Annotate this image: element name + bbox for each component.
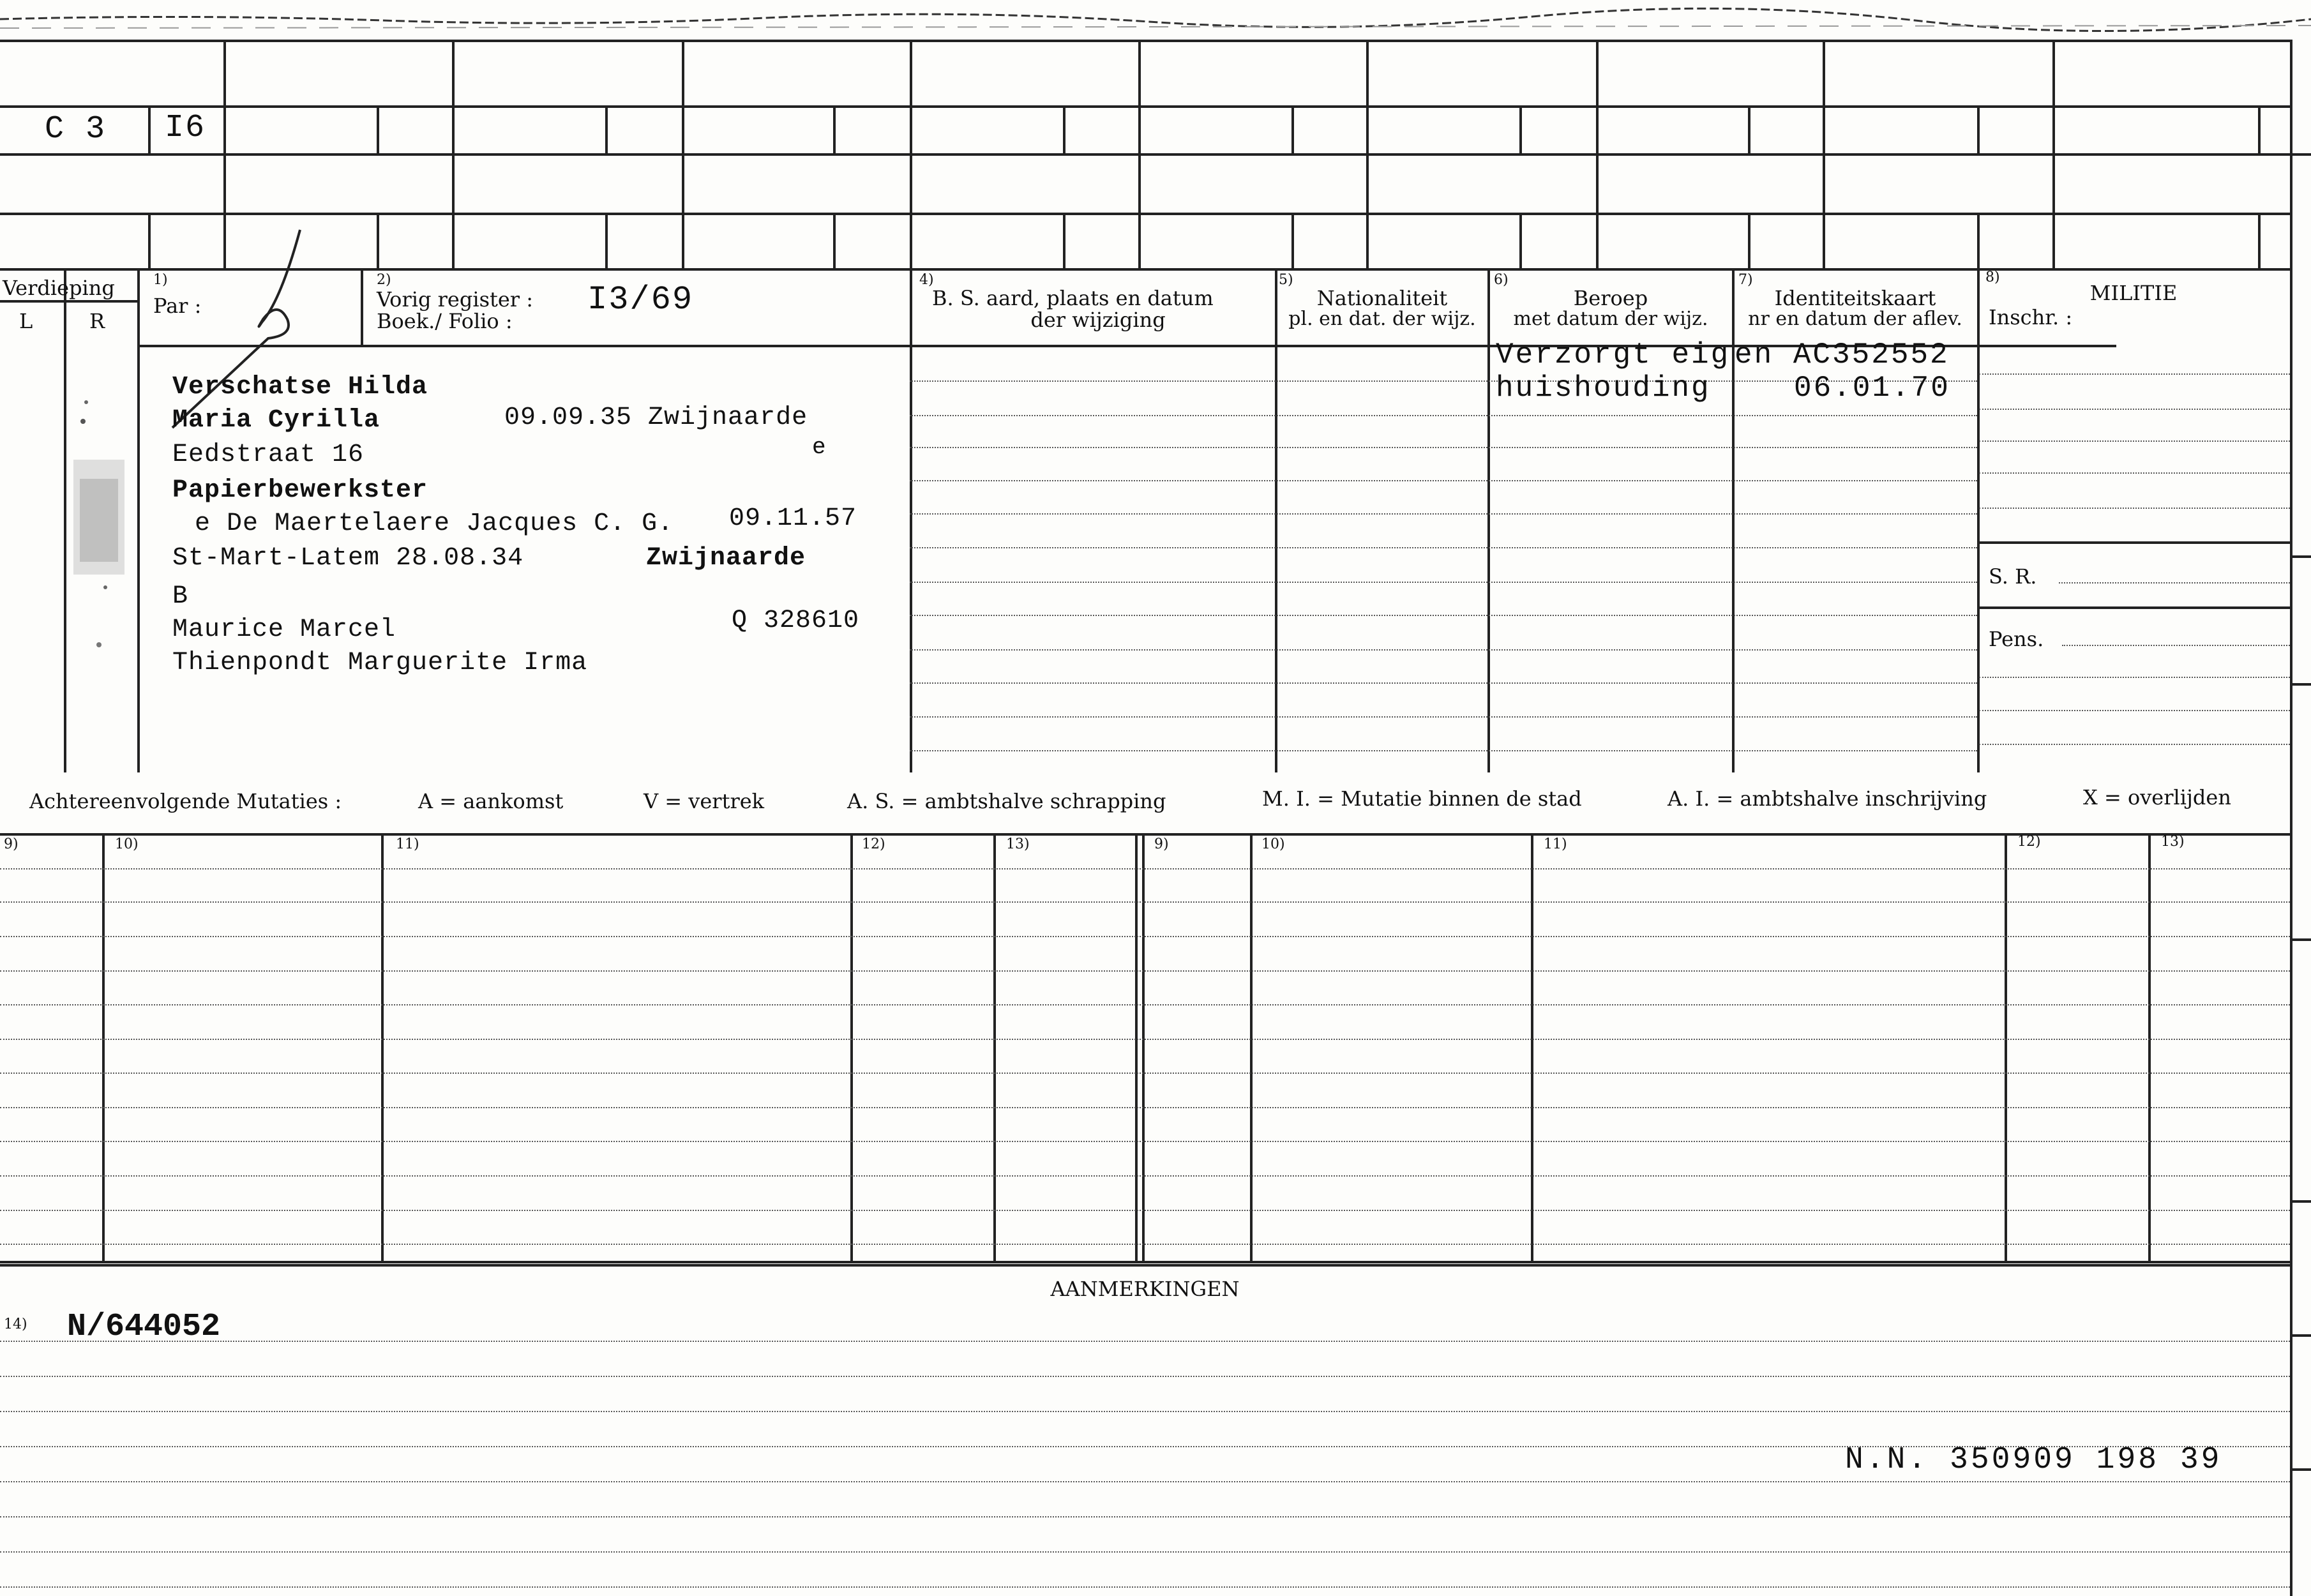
field-2-number: 2) bbox=[377, 272, 391, 288]
handwritten-diagonal-mark bbox=[166, 223, 358, 434]
bs-label-line2: der wijziging bbox=[1030, 308, 1166, 332]
mutation-col-10-left: 10) bbox=[115, 836, 139, 852]
identiteitskaart-line1: Identiteitskaart bbox=[1774, 286, 1936, 310]
beroep-line1: Beroep bbox=[1573, 286, 1648, 310]
mutation-col-12-left: 12) bbox=[862, 836, 885, 852]
field-6-number: 6) bbox=[1494, 272, 1509, 288]
field-14-number: 14) bbox=[4, 1316, 27, 1332]
nationaliteit-line2: pl. en dat. der wijz. bbox=[1288, 308, 1476, 330]
identiteitskaart-value-1: en AC352552 bbox=[1735, 338, 1950, 372]
verdieping-label: Verdieping bbox=[3, 276, 115, 300]
field-1-number: 1) bbox=[153, 272, 168, 288]
vorig-register-label: Vorig register : bbox=[377, 287, 534, 312]
field-8-number: 8) bbox=[1985, 269, 2000, 285]
person-line-3-e: e bbox=[812, 434, 827, 460]
mutation-col-12-right: 12) bbox=[2017, 834, 2041, 850]
aanmerkingen-reference: N/644052 bbox=[67, 1309, 221, 1345]
mutatie-a: A = aankomst bbox=[418, 789, 564, 813]
vorig-register-value: I3/69 bbox=[587, 281, 694, 319]
field-7-number: 7) bbox=[1738, 272, 1753, 288]
card-number: I6 bbox=[165, 110, 206, 146]
stamp-smudge bbox=[67, 383, 137, 664]
field-5-number: 5) bbox=[1279, 272, 1293, 288]
beroep-value-1: Verzorgt eig bbox=[1496, 338, 1731, 372]
pens-label: Pens. bbox=[1989, 627, 2044, 651]
militie-label: MILITIE bbox=[2089, 281, 2178, 305]
mutatie-ai: A. I. = ambtshalve inschrijving bbox=[1667, 787, 1987, 811]
national-number: N.N. 350909 198 39 bbox=[1845, 1443, 2222, 1477]
verdieping-r-label: R bbox=[89, 309, 105, 333]
person-line-2-name: Maria Cyrilla bbox=[172, 406, 380, 435]
mutatie-as: A. S. = ambtshalve schrapping bbox=[847, 789, 1166, 813]
mutation-col-10-right: 10) bbox=[1261, 836, 1285, 852]
sr-label: S. R. bbox=[1989, 564, 2037, 589]
person-line-2-date: 09.09.35 Zwijnaarde bbox=[504, 403, 808, 432]
person-line-7: B bbox=[172, 582, 189, 611]
person-line-3: Eedstraat 16 bbox=[172, 440, 365, 469]
inschr-label: Inschr. : bbox=[1989, 305, 2073, 329]
top-edge bbox=[0, 0, 2311, 38]
identiteitskaart-line2: nr en datum der aflev. bbox=[1748, 308, 1962, 330]
mutation-col-9-left: 9) bbox=[4, 836, 19, 852]
aanmerkingen-title: AANMERKINGEN bbox=[1050, 1277, 1240, 1301]
mutation-col-9-right: 9) bbox=[1154, 836, 1169, 852]
mutatie-mi: M. I. = Mutatie binnen de stad bbox=[1262, 787, 1582, 811]
person-line-6: St-Mart-Latem 28.08.34 bbox=[172, 544, 524, 573]
mutatie-x: X = overlijden bbox=[2083, 785, 2231, 809]
person-line-6-place: Zwijnaarde bbox=[646, 544, 806, 573]
par-label: Par : bbox=[153, 294, 202, 318]
mutation-col-13-left: 13) bbox=[1006, 836, 1030, 852]
mutatie-v: V = vertrek bbox=[644, 789, 765, 813]
boek-folio-label: Boek./ Folio : bbox=[377, 309, 513, 333]
mutaties-title: Achtereenvolgende Mutaties : bbox=[29, 789, 342, 813]
verdieping-l-label: L bbox=[19, 309, 33, 333]
person-line-5: e De Maertelaere Jacques C. G. bbox=[195, 509, 674, 538]
nationaliteit-line1: Nationaliteit bbox=[1316, 286, 1448, 310]
mutation-col-11-right: 11) bbox=[1544, 836, 1567, 852]
beroep-value-2: huishouding bbox=[1496, 372, 1711, 405]
person-line-9: Thienpondt Marguerite Irma bbox=[172, 649, 588, 677]
mutation-col-11-left: 11) bbox=[396, 836, 419, 852]
beroep-line2: met datum der wijz. bbox=[1513, 308, 1708, 330]
person-line-8-number: Q 328610 bbox=[732, 606, 860, 635]
bs-label-line1: B. S. aard, plaats en datum bbox=[932, 286, 1214, 310]
identiteitskaart-value-2: 06.01.70 bbox=[1794, 372, 1950, 405]
person-line-8: Maurice Marcel bbox=[172, 615, 396, 644]
section-code: C 3 bbox=[45, 111, 107, 147]
field-4-number: 4) bbox=[919, 272, 934, 288]
person-line-1: Verschatse Hilda bbox=[172, 373, 428, 402]
person-line-4: Papierbewerkster bbox=[172, 476, 428, 505]
person-line-5-date: 09.11.57 bbox=[729, 504, 857, 533]
mutation-col-13-right: 13) bbox=[2161, 834, 2185, 850]
